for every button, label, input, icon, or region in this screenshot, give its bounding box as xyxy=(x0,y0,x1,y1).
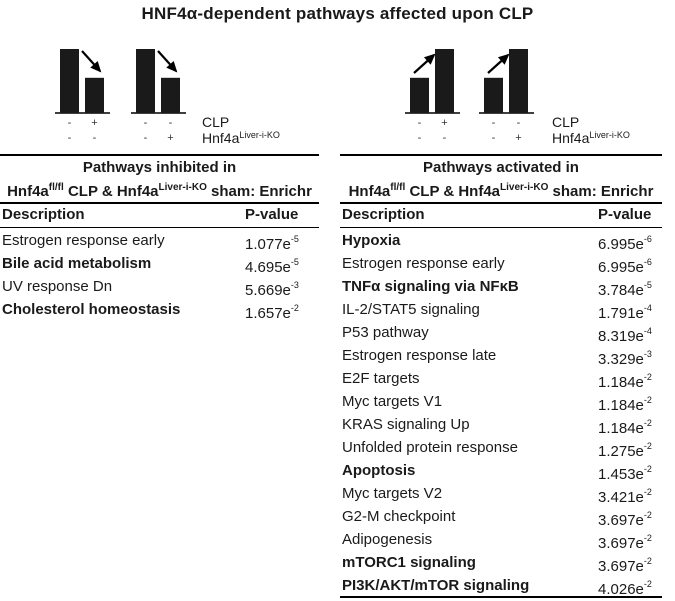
table-row xyxy=(340,229,662,252)
pvalue-header: P-value xyxy=(598,206,652,223)
table-row xyxy=(0,252,319,275)
pathway-name: KRAS signaling Up xyxy=(342,416,470,433)
clp-sign: - xyxy=(143,117,148,129)
inhibited-column-header xyxy=(0,204,319,226)
activated-rows xyxy=(340,229,662,597)
p-value: $3.329e^{-3}$ xyxy=(598,349,652,368)
ko-sign: + xyxy=(167,132,174,144)
table-row xyxy=(340,459,662,482)
p-value: $1.791e^{-4}$ xyxy=(598,303,652,322)
p-value: $3.697e^{-2}$ xyxy=(598,556,652,575)
ko-sign: - xyxy=(67,132,72,144)
clp-sign: - xyxy=(417,117,422,129)
clp-sign: + xyxy=(91,117,98,129)
table-row xyxy=(340,344,662,367)
pvalue-header: P-value xyxy=(245,206,299,223)
table-row xyxy=(340,574,662,597)
p-value: $1.184e^{-2}$ xyxy=(598,395,652,414)
pathway-name: Cholesterol homeostasis xyxy=(2,301,181,318)
bar xyxy=(410,78,429,113)
clp-label: CLP xyxy=(202,114,230,130)
table-row xyxy=(340,482,662,505)
table-row xyxy=(340,551,662,574)
clp-sign: - xyxy=(67,117,72,129)
p-value: $1.657e^{-2}$ xyxy=(245,303,299,322)
column-header-rule xyxy=(340,227,662,228)
pathway-name: Myc targets V2 xyxy=(342,485,443,502)
table-row xyxy=(340,275,662,298)
bar xyxy=(85,78,104,113)
inhibited-heading-line1: Pathways inhibited in xyxy=(82,159,237,176)
pathway-name: TNFα signaling via NFκB xyxy=(342,278,519,295)
p-value: $5.669e^{-3}$ xyxy=(245,280,299,299)
ko-sign: - xyxy=(92,132,97,144)
ko-label: $Hnf4a^{Liver-i-KO}$ xyxy=(202,130,280,146)
table-row xyxy=(340,252,662,275)
activated-column-header xyxy=(340,204,662,226)
p-value: $1.275e^{-2}$ xyxy=(598,441,652,460)
p-value: $1.184e^{-2}$ xyxy=(598,372,652,391)
activated-heading xyxy=(340,158,662,202)
p-value: $6.995e^{-6}$ xyxy=(598,234,652,253)
p-value: $1.453e^{-2}$ xyxy=(598,464,652,483)
ko-sign: - xyxy=(491,132,496,144)
ko-sign: + xyxy=(515,132,522,144)
bar xyxy=(509,49,528,113)
table-row xyxy=(340,413,662,436)
ko-label: $Hnf4a^{Liver-i-KO}$ xyxy=(552,130,630,146)
p-value: $6.995e^{-6}$ xyxy=(598,257,652,276)
ko-sign: - xyxy=(417,132,422,144)
table-row xyxy=(340,321,662,344)
table-row xyxy=(340,390,662,413)
p-value: $3.697e^{-2}$ xyxy=(598,510,652,529)
pathway-name: Estrogen response early xyxy=(2,232,165,249)
description-header: Description xyxy=(2,206,85,223)
pathway-name: Hypoxia xyxy=(342,232,401,249)
inhibited-rows xyxy=(0,229,319,321)
bar xyxy=(136,49,155,113)
p-value: $4.026e^{-2}$ xyxy=(598,579,652,598)
clp-sign: - xyxy=(516,117,521,129)
pathway-name: Estrogen response early xyxy=(342,255,505,272)
pathway-name: Adipogenesis xyxy=(342,531,433,548)
p-value: $1.184e^{-2}$ xyxy=(598,418,652,437)
column-header-rule xyxy=(0,227,319,228)
figure-title: HNF4α-dependent pathways affected upon CLP xyxy=(141,4,534,23)
pathway-name: Apoptosis xyxy=(342,462,416,479)
table-row xyxy=(340,436,662,459)
pathway-name: IL-2/STAT5 signaling xyxy=(342,301,480,318)
pathway-name: Unfolded protein response xyxy=(342,439,518,456)
p-value: $3.784e^{-5}$ xyxy=(598,280,652,299)
p-value: $8.319e^{-4}$ xyxy=(598,326,652,345)
pathway-name: Myc targets V1 xyxy=(342,393,443,410)
inhibited-heading-line2: $Hnf4a^{fl/fl}$ CLP & $Hnf4a^{Liver-i-KO}$ sham: Enrichr xyxy=(7,182,312,200)
table-row xyxy=(0,229,319,252)
table-row xyxy=(340,367,662,390)
p-value: $1.077e^{-5}$ xyxy=(245,234,299,253)
table-row xyxy=(340,505,662,528)
bar xyxy=(60,49,79,113)
pathway-name: E2F targets xyxy=(342,370,420,387)
inhibited-panel xyxy=(0,154,319,324)
panel-top-rule xyxy=(0,154,319,156)
panel-top-rule xyxy=(340,154,662,156)
pathway-name: Bile acid metabolism xyxy=(2,255,152,272)
clp-sign: - xyxy=(168,117,173,129)
ko-sign: - xyxy=(143,132,148,144)
ko-sign: - xyxy=(442,132,447,144)
table-row xyxy=(340,528,662,551)
table-row xyxy=(340,298,662,321)
clp-sign: - xyxy=(491,117,496,129)
clp-label: CLP xyxy=(552,114,580,130)
pathway-name: UV response Dn xyxy=(2,278,113,295)
pathway-name: P53 pathway xyxy=(342,324,429,341)
clp-sign: + xyxy=(441,117,448,129)
schematic-diagram xyxy=(0,0,675,150)
activated-heading-line1: Pathways activated in xyxy=(423,159,579,176)
description-header: Description xyxy=(342,206,425,223)
p-value: $3.697e^{-2}$ xyxy=(598,533,652,552)
p-value: $4.695e^{-5}$ xyxy=(245,257,299,276)
bar xyxy=(161,78,180,113)
inhibited-heading xyxy=(0,158,319,202)
p-value: $3.421e^{-2}$ xyxy=(598,487,652,506)
pathway-name: Estrogen response late xyxy=(342,347,497,364)
bar xyxy=(435,49,454,113)
pathway-name: G2-M checkpoint xyxy=(342,508,456,525)
pathway-name: PI3K/AKT/mTOR signaling xyxy=(342,577,530,594)
activated-panel xyxy=(340,154,662,598)
bar xyxy=(484,78,503,113)
table-row xyxy=(0,275,319,298)
table-row xyxy=(0,298,319,321)
activated-heading-line2: $Hnf4a^{fl/fl}$ CLP & $Hnf4a^{Liver-i-KO}$ sham: Enrichr xyxy=(348,182,654,200)
pathway-name: mTORC1 signaling xyxy=(342,554,476,571)
